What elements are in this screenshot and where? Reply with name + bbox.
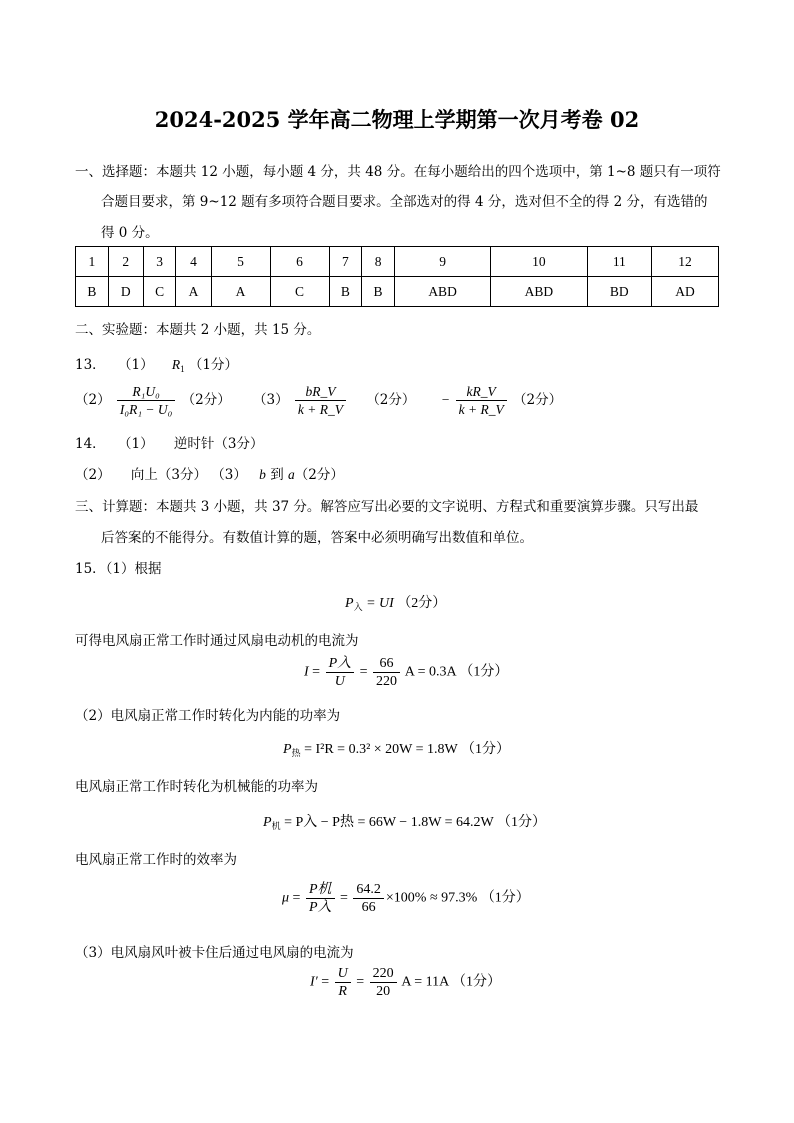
q14-part2-label: （2） [75, 467, 111, 483]
q13-part2-label: （2） [75, 392, 111, 408]
section3-line2: 后答案的不能得分。有数值计算的题，答案中必须明确写出数值和单位。 [101, 530, 533, 546]
q15-eq1-lhs: P [345, 596, 354, 611]
table-cell: 12 [652, 247, 719, 277]
q13-part3-num: bR_V [295, 384, 346, 401]
answer-table-answer-row [76, 277, 719, 307]
q13-part4-num: kR_V [456, 384, 507, 401]
table-cell: 7 [329, 247, 362, 277]
q13-part2-num: R₁U₀ [117, 384, 175, 401]
q15-text5: （3）电风扇风叶被卡住后通过电风扇的电流为 [75, 945, 354, 961]
table-cell: AD [652, 277, 719, 307]
q13-part4-sign: − [441, 392, 450, 407]
q15-eq2-result: A = 0.3A [404, 664, 456, 680]
q15-eq2-num2: 66 [373, 656, 400, 673]
table-cell: B [329, 277, 362, 307]
q15-eq1-sub: 入 [353, 602, 363, 612]
q13-part1-score: （1分） [188, 357, 239, 373]
q15-eq3-score: （1分） [460, 742, 510, 757]
table-cell: C [143, 277, 176, 307]
q15-eq3-sub: 热 [291, 748, 301, 758]
q15-eq5-result: ×100% ≈ 97.3% [385, 890, 478, 906]
q15-eq2-frac1 [326, 656, 355, 689]
q15-label: 15．（1）根据 [75, 561, 162, 577]
q15-eq6-I: I′ [310, 974, 318, 990]
q15-text3: 电风扇正常工作时转化为机械能的功率为 [75, 779, 318, 795]
table-cell: 5 [211, 247, 270, 277]
q15-eq6-frac1 [335, 966, 351, 999]
q15-eq5-den: P入 [308, 900, 332, 915]
q15-eq6-score: （1分） [451, 974, 501, 990]
table-cell: A [176, 277, 211, 307]
q15-eq6-den: R [338, 984, 347, 999]
table-cell: 10 [491, 247, 587, 277]
section2-header: 二、实验题：本题共 2 小题，共 15 分。 [75, 322, 321, 338]
table-cell: 4 [176, 247, 211, 277]
table-cell: 1 [76, 247, 109, 277]
table-cell: 11 [587, 247, 652, 277]
q15-eq6-num: U [335, 966, 351, 983]
q14-part1-label: （1） [117, 436, 154, 452]
q13-line1 [75, 353, 238, 374]
q13-part4-den: k + R_V [458, 402, 504, 417]
q15-text2: （2）电风扇正常工作时转化为内能的功率为 [75, 708, 341, 724]
q15-eq5-num: P机 [306, 882, 335, 899]
q15-eq1-score: （2分） [397, 596, 447, 611]
table-cell: ABD [394, 277, 490, 307]
q15-eq6-frac2 [370, 966, 397, 999]
q15-eq6-den2: 20 [376, 984, 391, 999]
q13-part4-fraction [456, 384, 507, 417]
q15-equation1 [345, 592, 446, 613]
q14-line1 [75, 432, 263, 452]
page-title: 2024-2025 学年高二物理上学期第一次月考卷 02 [154, 107, 640, 132]
q14-part2-answer: 向上（3分） [130, 467, 207, 483]
table-cell: 2 [108, 247, 143, 277]
q13-part2-den: I₀R₁ − U₀ [119, 402, 173, 417]
q15-eq4-body: = P入 − P热 = 66W − 1.8W = 64.2W [284, 815, 494, 830]
q14-part3-mid: 到 [265, 467, 289, 483]
q13-part3-fraction [295, 384, 346, 417]
q13-part3-den: k + R_V [297, 402, 344, 417]
q13-label: 13． [75, 357, 106, 373]
q15-equation6: I′ = $\frac{U}{R}$ = $\frac{220}{20}$ A = 11A （1分） [310, 966, 501, 999]
table-cell: C [270, 277, 329, 307]
q15-equation4: $P_机 = P$入 − P热 = 66W − 1.8W = 64.2W （1分） [263, 815, 547, 831]
q15-eq2-num: P入 [326, 656, 355, 673]
q14-part1-answer: 逆时针（3分） [173, 436, 264, 452]
table-cell: 8 [362, 247, 395, 277]
q15-equation2: I = $\frac{\text{P入}}{U}$ = $\frac{66}{220}$ A = 0.3A （1分） [304, 656, 509, 689]
section1-line2: 合题目要求，第 9~12 题有多项符合题目要求。全部选对的得 4 分，选对但不全的得 2 分，有选错的 [101, 194, 708, 210]
q15-eq2-frac2 [373, 656, 400, 689]
q13-part1-var: R [171, 357, 181, 372]
q15-eq5-num2: 64.2 [353, 882, 384, 899]
answer-table [75, 246, 719, 307]
table-cell: BD [587, 277, 652, 307]
table-cell: ABD [491, 277, 587, 307]
q15-eq5-frac2 [353, 882, 384, 915]
q14-part3-label: （3） [211, 467, 247, 483]
q15-eq1-rhs: = UI [362, 596, 394, 611]
table-cell: 3 [143, 247, 176, 277]
q15-eq2-den: U [334, 674, 345, 689]
q15-eq5-score: （1分） [480, 890, 530, 906]
q13-part4-score: （2分） [513, 392, 563, 408]
q14-line2 [75, 463, 344, 483]
table-cell: B [76, 277, 109, 307]
q15-eq5-den2: 66 [361, 900, 376, 915]
q13-part3-score: （2分） [366, 392, 416, 408]
q13-part1-label: （1） [117, 357, 154, 373]
q13-part1-sub: 1 [180, 364, 185, 374]
q14-part3-a: a [288, 467, 295, 482]
answer-table-number-row [76, 247, 719, 277]
q15-eq6-num2: 220 [370, 966, 397, 983]
q15-eq5-frac1 [306, 882, 335, 915]
q14-label: 14． [75, 436, 106, 452]
q13-part3-label: （3） [253, 392, 289, 408]
q15-eq2-score: （1分） [459, 664, 509, 680]
section1-line1: 一、选择题：本题共 12 小题，每小题 4 分，共 48 分。在每小题给出的四个选项中，第 1~8 题只有一项符 [75, 164, 721, 180]
table-cell: 9 [394, 247, 490, 277]
section3-line1: 三、计算题：本题共 3 小题，共 37 分。解答应写出必要的文字说明、方程式和重要演算步骤。只写出最 [75, 499, 699, 515]
q15-eq6-result: A = 11A [401, 974, 449, 990]
q15-eq4-sub: 机 [271, 821, 281, 831]
table-cell: B [362, 277, 395, 307]
table-cell: A [211, 277, 270, 307]
q15-text4: 电风扇正常工作时的效率为 [75, 852, 237, 868]
table-cell: D [108, 277, 143, 307]
q15-eq3-body: = I²R = 0.3² × 20W = 1.8W [304, 742, 458, 757]
section1-line3: 得 0 分。 [101, 225, 159, 241]
q14-part3-b: b [259, 467, 266, 482]
q15-equation5: μ = $\frac{\text{P机}}{\text{P入}}$ = $\frac{64.2}{66}$ ×100% ≈ 97.3% （1分） [282, 882, 530, 915]
q15-eq4-score: （1分） [497, 815, 547, 830]
q13-part2-fraction [117, 384, 175, 417]
table-cell: 6 [270, 247, 329, 277]
q15-text1: 可得电风扇正常工作时通过风扇电动机的电流为 [75, 633, 359, 649]
q15-eq5-mu: μ [282, 890, 290, 906]
q13-line2 [75, 384, 562, 417]
q15-eq2-I: I [304, 664, 309, 680]
q13-part2-score: （2分） [181, 392, 231, 408]
q15-equation3: $P_热 = I^2R = 0.3^2 \times 20W = 1.8W$ （1分） [283, 742, 510, 758]
q14-part3-score: （2分） [294, 467, 344, 483]
q15-eq2-den2: 220 [376, 674, 398, 689]
